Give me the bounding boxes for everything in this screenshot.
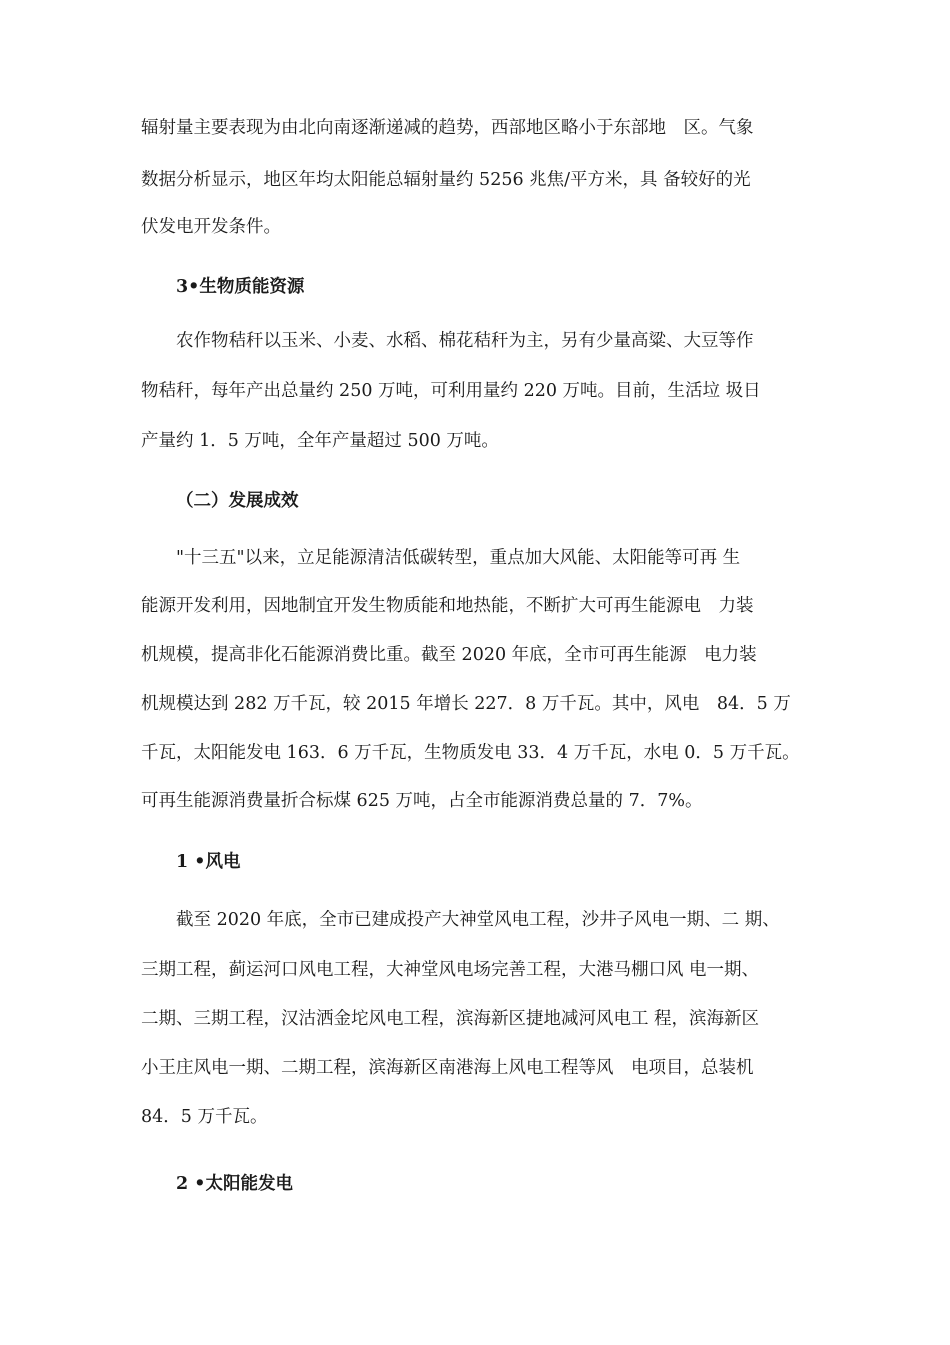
- paragraph-line: 伏发电开发条件。: [141, 217, 281, 237]
- section-heading: 1 •风电: [176, 852, 241, 872]
- paragraph-line: 机规模达到 282 万千瓦，较 2015 年增长 227．8 万千瓦。其中，风电 84．5 万: [141, 694, 791, 714]
- paragraph-line: 截至 2020 年底，全市已建成投产大神堂风电工程，沙井子风电一期、二 期、: [176, 910, 780, 930]
- paragraph-line: 千瓦，太阳能发电 163．6 万千瓦，生物质发电 33．4 万千瓦，水电 0．5 万千瓦。: [141, 743, 800, 763]
- paragraph-line: 84．5 万千瓦。: [141, 1107, 268, 1127]
- paragraph-line: 辐射量主要表现为由北向南逐渐递减的趋势，西部地区略小于东部地 区。气象: [141, 118, 754, 138]
- paragraph-line: 三期工程，蓟运河口风电工程，大神堂风电场完善工程，大港马棚口风 电一期、: [141, 960, 760, 980]
- paragraph-line: 机规模，提高非化石能源消费比重。截至 2020 年底，全市可再生能源 电力装: [141, 645, 757, 665]
- paragraph-line: 可再生能源消费量折合标煤 625 万吨，占全市能源消费总量的 7．7%。: [141, 791, 703, 811]
- paragraph-line: "十三五"以来，立足能源清洁低碳转型，重点加大风能、太阳能等可再 生: [176, 548, 741, 568]
- paragraph-line: 能源开发利用，因地制宜开发生物质能和地热能，不断扩大可再生能源电 力装: [141, 596, 754, 616]
- paragraph-line: 物秸秆，每年产出总量约 250 万吨，可利用量约 220 万吨。目前，生活垃 圾日: [141, 381, 761, 401]
- section-heading: 3•生物质能资源: [176, 277, 305, 297]
- section-heading: （二）发展成效: [176, 491, 299, 511]
- paragraph-line: 数据分析显示，地区年均太阳能总辐射量约 5256 兆焦/平方米，具 备较好的光: [141, 170, 751, 190]
- paragraph-line: 小王庄风电一期、二期工程，滨海新区南港海上风电工程等风 电项目，总装机: [141, 1058, 754, 1078]
- section-heading: 2 •太阳能发电: [176, 1174, 293, 1194]
- paragraph-line: 二期、三期工程，汉沽洒金坨风电工程，滨海新区捷地减河风电工 程，滨海新区: [141, 1009, 760, 1029]
- paragraph-line: 产量约 1．5 万吨，全年产量超过 500 万吨。: [141, 431, 499, 451]
- paragraph-line: 农作物秸秆以玉米、小麦、水稻、棉花秸秆为主，另有少量高粱、大豆等作: [176, 331, 754, 351]
